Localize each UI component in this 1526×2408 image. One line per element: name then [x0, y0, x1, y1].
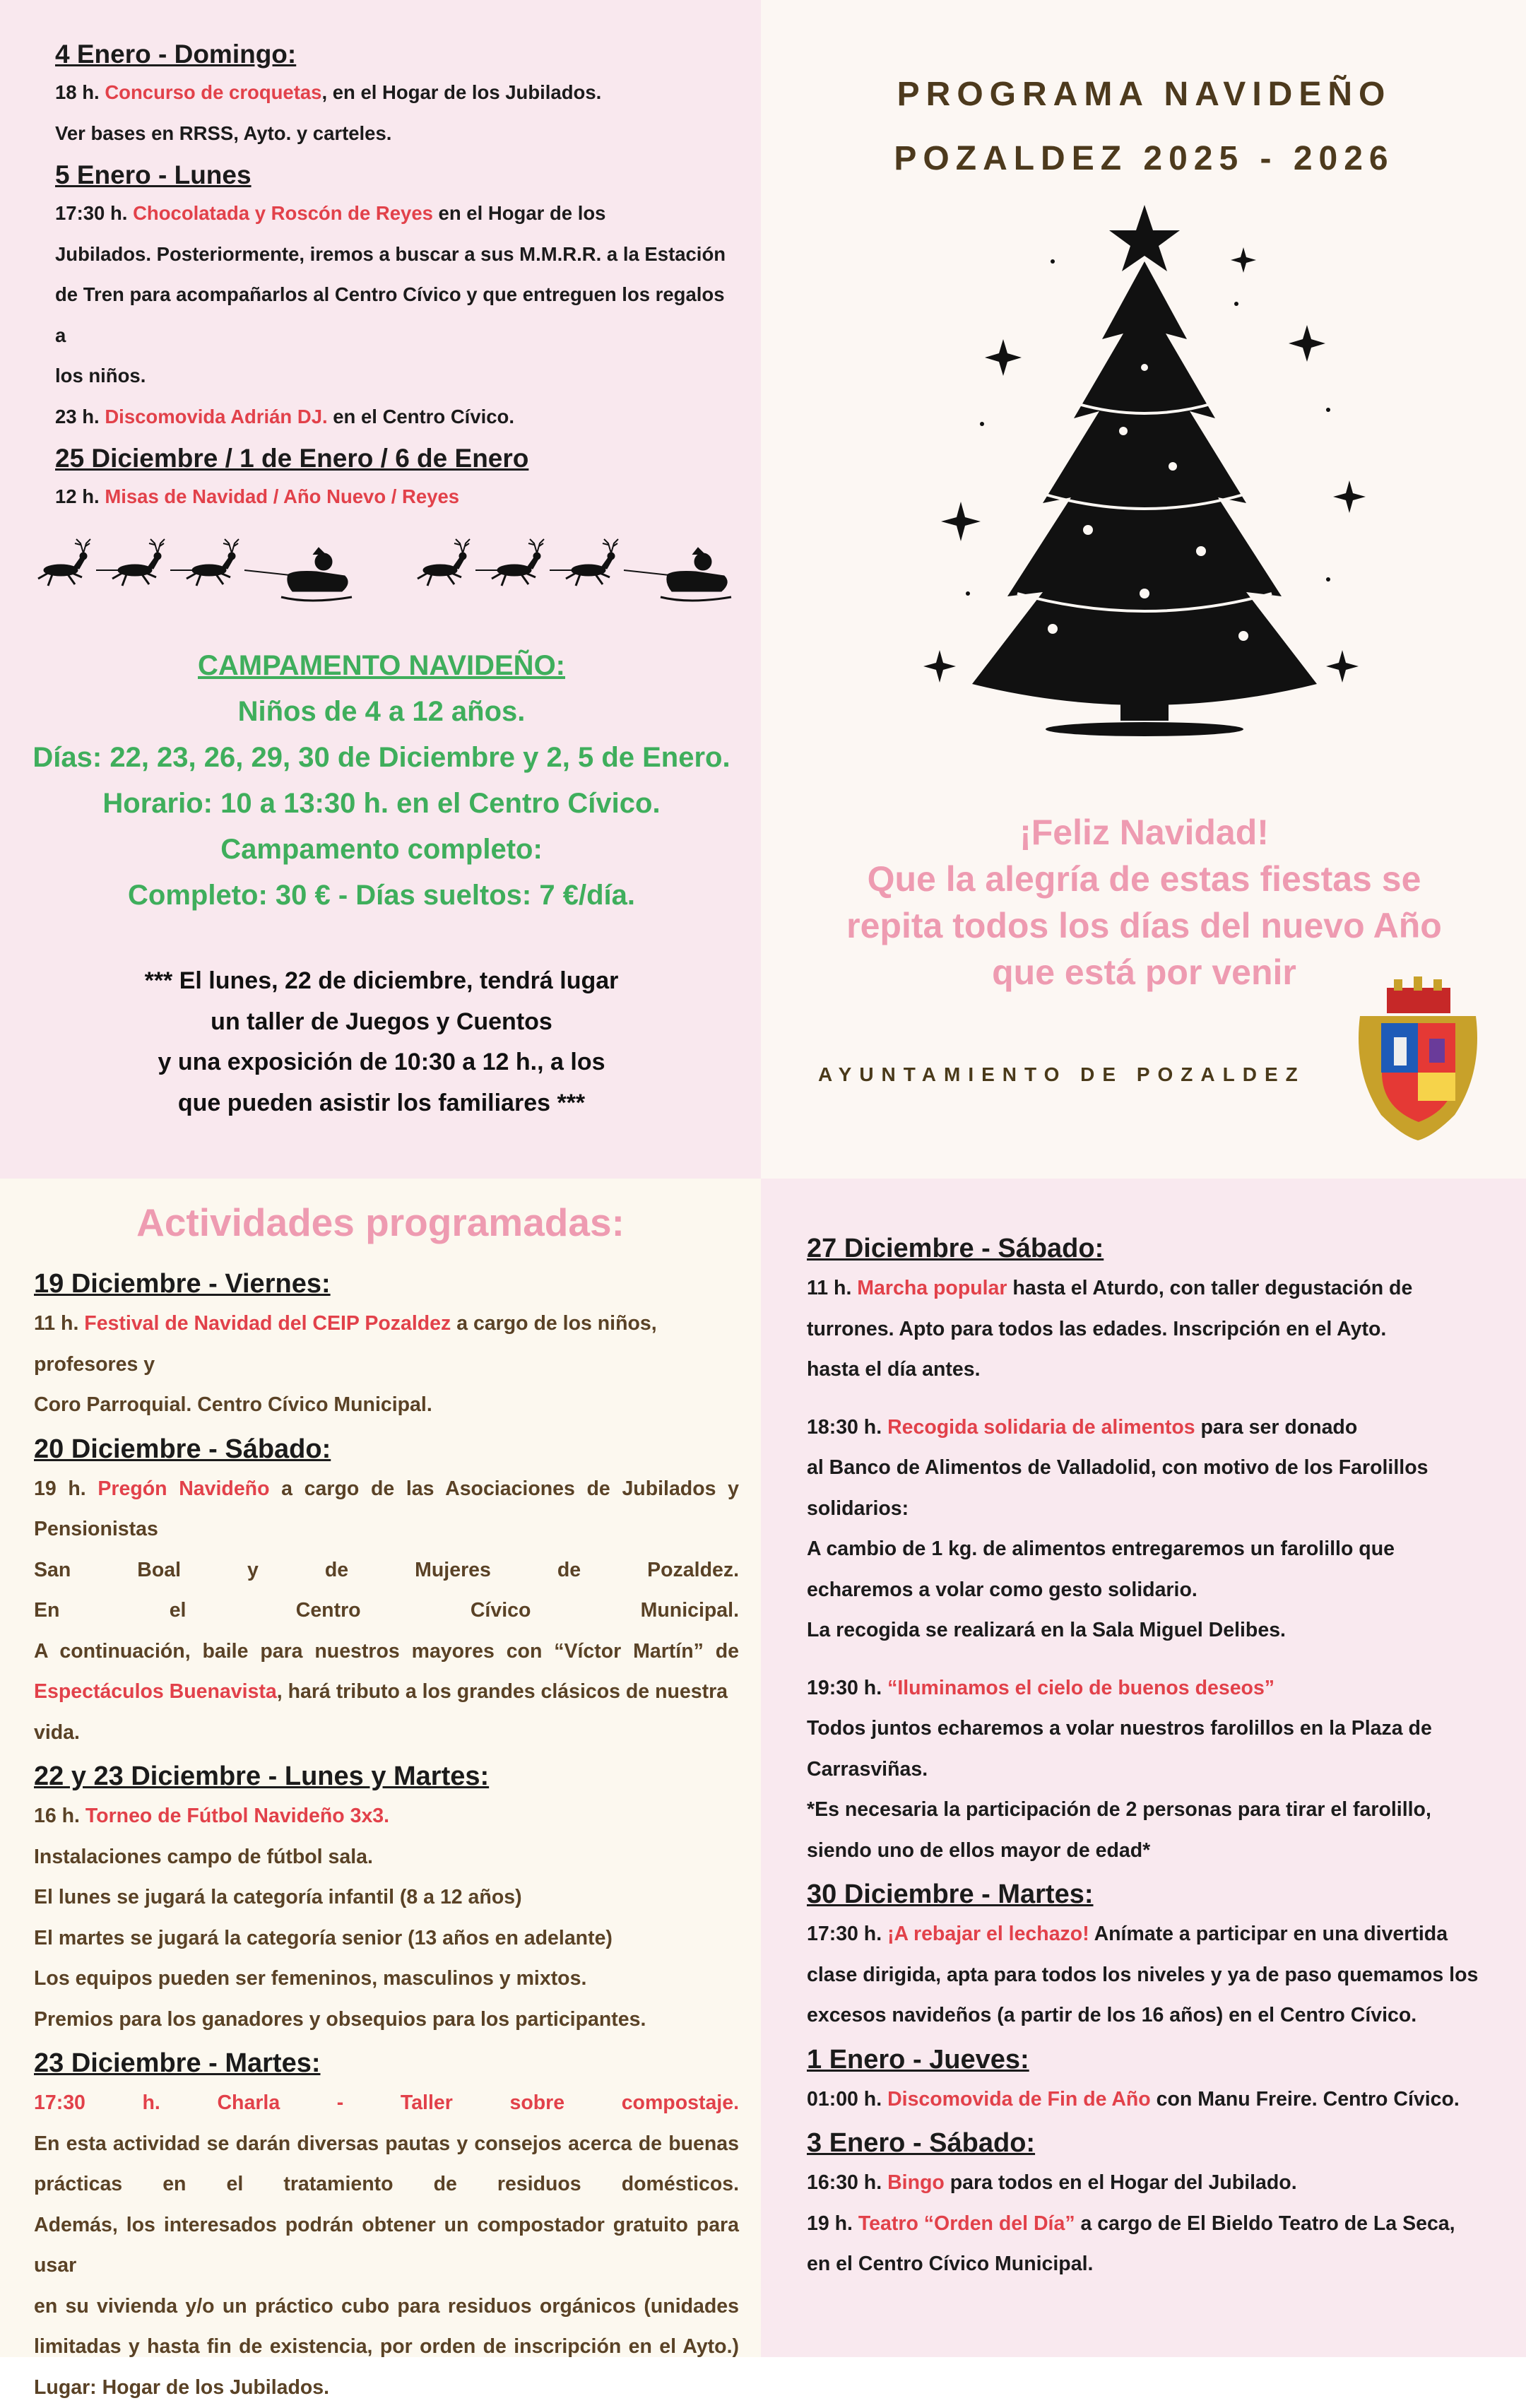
- event-line: [34, 2368, 739, 2408]
- event-text: A continuación, baile para nuestros mayores con “Víctor Martín” de: [34, 1640, 739, 1663]
- event-text: Premios para los ganadores y obsequios para los participantes.: [34, 2008, 646, 2031]
- program-title: [832, 62, 1457, 191]
- event-text: en su vivienda y/o un práctico cubo para residuos orgánicos (unidades: [34, 2295, 739, 2318]
- town-hall-name: AYUNTAMIENTO DE POZALDEZ: [818, 1063, 1334, 1086]
- event-text: hasta el día antes.: [807, 1358, 981, 1381]
- event-line: [807, 1914, 1485, 1955]
- christmas-tree-icon: [911, 198, 1378, 763]
- event-text: Todos juntos echaremos a volar nuestros farolillos en la Plaza de: [807, 1717, 1432, 1740]
- christmas-greeting: [832, 809, 1457, 996]
- event-line: [34, 1469, 739, 1550]
- event-line: [807, 2079, 1485, 2120]
- greeting-line: ¡Feliz Navidad!: [832, 809, 1457, 856]
- event-line: [807, 2163, 1485, 2204]
- event-date-heading: 30 Diciembre - Martes:: [807, 1875, 1485, 1914]
- event-text: , en el Hogar de los Jubilados.: [321, 81, 601, 103]
- event-text: limitadas y hasta fin de existencia, por orden de inscripción en el Ayto.): [34, 2335, 739, 2358]
- event-text: 17:30 h.: [807, 1923, 887, 1945]
- program-title-line: POZALDEZ 2025 - 2026: [832, 126, 1457, 191]
- event-line: [34, 2124, 739, 2165]
- event-line: [55, 476, 726, 517]
- reindeer-sleigh-icon: [34, 519, 359, 618]
- camp-line: Completo: 30 € - Días sueltos: 7 €/día.: [28, 873, 735, 919]
- event-text: excesos navideños (a partir de los 16 años) en el Centro Cívico.: [807, 2004, 1416, 2026]
- event-line: [807, 1831, 1485, 1872]
- event-text: 16:30 h.: [807, 2171, 887, 2194]
- event-line: [55, 193, 726, 234]
- event-highlight: Recogida solidaria de alimentos: [887, 1416, 1195, 1439]
- event-line: [807, 1350, 1485, 1391]
- event-line: [807, 1268, 1485, 1309]
- event-date-heading: 25 Diciembre / 1 de Enero / 6 de Enero: [55, 441, 726, 476]
- event-text: 19:30 h.: [807, 1677, 887, 1699]
- event-line: [807, 1610, 1485, 1651]
- event-text: para todos en el Hogar del Jubilado.: [945, 2171, 1297, 2194]
- event-text: En esta actividad se darán diversas pautas y consejos acerca de buenas: [34, 2132, 739, 2155]
- event-text: hasta el Aturdo, con taller degustación de: [1007, 1277, 1413, 1299]
- event-text: al Banco de Alimentos de Valladolid, con motivo de los Farolillos solidarios:: [807, 1456, 1428, 1520]
- event-text: Los equipos pueden ser femeninos, masculinos y mixtos.: [34, 1967, 586, 1990]
- camp-info: [28, 643, 735, 919]
- event-line: [807, 2244, 1485, 2285]
- event-line: [34, 1304, 739, 1385]
- event-date-heading: 19 Diciembre - Viernes:: [34, 1265, 739, 1304]
- event-line: [34, 2000, 739, 2041]
- camp-line: Campamento completo:: [28, 827, 735, 873]
- event-text: El martes se jugará la categoría senior (13 años en adelante): [34, 1927, 613, 1949]
- event-text: a cargo de El Bieldo Teatro de La Seca,: [1075, 2212, 1455, 2235]
- event-text: Jubilados. Posteriormente, iremos a buscar a sus M.M.R.R. a la Estación: [55, 243, 726, 265]
- event-highlight: Teatro “Orden del Día”: [858, 2212, 1075, 2235]
- event-line: [34, 2327, 739, 2368]
- event-text: Anímate a participar en una divertida: [1089, 1923, 1448, 1945]
- event-line: [34, 1837, 739, 1878]
- event-highlight: Chocolatada y Roscón de Reyes: [133, 202, 433, 224]
- event-line: [55, 355, 726, 396]
- event-line: [34, 1918, 739, 1959]
- event-text: La recogida se realizará en la Sala Miguel Delibes.: [807, 1619, 1286, 1641]
- workshop-line: que pueden asistir los familiares ***: [106, 1083, 657, 1124]
- event-line: [34, 1631, 739, 1672]
- event-text: turrones. Apto para todos las edades. Inscripción en el Ayto.: [807, 1318, 1386, 1340]
- event-text: en el Hogar de los: [433, 202, 606, 224]
- camp-line: Días: 22, 23, 26, 29, 30 de Diciembre y 2, 5 de Enero.: [28, 735, 735, 781]
- event-text: 18 h.: [55, 81, 105, 103]
- event-line: [807, 1790, 1485, 1831]
- event-text: El lunes se jugará la categoría infantil (8 a 12 años): [34, 1886, 522, 1908]
- event-line: [55, 113, 726, 154]
- event-highlight: Discomovida de Fin de Año: [887, 2088, 1151, 2111]
- event-line: [807, 1570, 1485, 1611]
- event-text: San Boal y de Mujeres de Pozaldez.: [34, 1559, 739, 1581]
- event-line: [34, 1385, 739, 1426]
- event-highlight: Torneo de Fútbol Navideño 3x3.: [85, 1805, 389, 1827]
- event-line: [34, 2164, 739, 2205]
- workshop-line: un taller de Juegos y Cuentos: [106, 1002, 657, 1043]
- event-line: [34, 2205, 739, 2286]
- event-line: [807, 1529, 1485, 1570]
- event-date-heading: 20 Diciembre - Sábado:: [34, 1430, 739, 1469]
- event-highlight: ¡A rebajar el lechazo!: [887, 1923, 1089, 1945]
- event-line: [34, 2083, 739, 2124]
- event-text: echaremos a volar como gesto solidario.: [807, 1578, 1197, 1601]
- greeting-line: Que la alegría de estas fiestas se: [832, 856, 1457, 902]
- event-line: [34, 1550, 739, 1591]
- event-line: [55, 274, 726, 355]
- event-line: [807, 1955, 1485, 1996]
- event-date-heading: 3 Enero - Sábado:: [807, 2124, 1485, 2163]
- event-text: 19 h.: [34, 1477, 97, 1500]
- schedule-late-december: [807, 1229, 1485, 2285]
- event-text: a cargo de las Asociaciones de Jubilados y Pensionistas: [34, 1477, 739, 1541]
- event-highlight: Discomovida Adrián DJ.: [105, 406, 327, 427]
- event-highlight: Marcha popular: [857, 1277, 1007, 1299]
- event-text: Además, los interesados podrán obtener un compostador gratuito para usar: [34, 2214, 739, 2277]
- event-text: Instalaciones campo de fútbol sala.: [34, 1846, 373, 1868]
- event-text: En el Centro Cívico Municipal.: [34, 1599, 739, 1622]
- event-text: 11 h.: [34, 1312, 84, 1335]
- event-line: [807, 1309, 1485, 1350]
- event-highlight: Concurso de croquetas: [105, 81, 321, 103]
- event-line: [34, 1959, 739, 2000]
- event-date-heading: 4 Enero - Domingo:: [55, 37, 726, 72]
- event-line: [807, 1995, 1485, 2036]
- greeting-line: repita todos los días del nuevo Año: [832, 902, 1457, 949]
- event-text: en el Centro Cívico Municipal.: [807, 2253, 1093, 2275]
- event-line: [55, 72, 726, 113]
- event-highlight: Bingo: [887, 2171, 945, 2194]
- event-highlight: 17:30 h. Charla - Taller sobre compostaje.: [34, 2091, 739, 2114]
- event-text: a cargo de los niños, profesores y: [34, 1312, 657, 1376]
- event-line: [807, 1749, 1485, 1790]
- event-text: con Manu Freire. Centro Cívico.: [1151, 2088, 1460, 2111]
- greeting-line: que está por venir: [832, 949, 1457, 996]
- event-line: [55, 234, 726, 275]
- event-text: 19 h.: [807, 2212, 858, 2235]
- event-highlight: Misas de Navidad / Año Nuevo / Reyes: [105, 485, 459, 507]
- event-highlight: Festival de Navidad del CEIP Pozaldez: [84, 1312, 451, 1335]
- event-text: 12 h.: [55, 485, 105, 507]
- camp-title: CAMPAMENTO NAVIDEÑO:: [28, 643, 735, 689]
- event-text: 11 h.: [807, 1277, 857, 1299]
- program-title-line: PROGRAMA NAVIDEÑO: [832, 62, 1457, 126]
- event-text: prácticas en el tratamiento de residuos domésticos.: [34, 2173, 739, 2195]
- event-line: [34, 1877, 739, 1918]
- event-text: *Es necesaria la participación de 2 personas para tirar el farolillo,: [807, 1798, 1431, 1821]
- event-text: 18:30 h.: [807, 1416, 887, 1439]
- schedule-january: [55, 37, 726, 517]
- event-line: [807, 1708, 1485, 1749]
- event-text: , hará tributo a los grandes clásicos de nuestra vida.: [34, 1680, 728, 1744]
- event-text: A cambio de 1 kg. de alimentos entregaremos un farolillo que: [807, 1538, 1395, 1560]
- event-text: 17:30 h.: [55, 202, 133, 224]
- workshop-note: [106, 961, 657, 1123]
- reindeer-sleigh-icon: [413, 519, 738, 618]
- event-line: [807, 2204, 1485, 2245]
- event-text: Ver bases en RRSS, Ayto. y carteles.: [55, 122, 391, 144]
- event-line: [34, 2286, 739, 2327]
- event-date-heading: 27 Diciembre - Sábado:: [807, 1229, 1485, 1268]
- event-text: para ser donado: [1195, 1416, 1358, 1439]
- event-text: Coro Parroquial. Centro Cívico Municipal.: [34, 1393, 432, 1416]
- event-line: [34, 1590, 739, 1631]
- event-line: [34, 1796, 739, 1837]
- event-date-heading: 23 Diciembre - Martes:: [34, 2044, 739, 2083]
- coat-of-arms-icon: [1353, 974, 1484, 1143]
- event-text: de Tren para acompañarlos al Centro Cívico y que entreguen los regalos a: [55, 283, 725, 346]
- event-text: clase dirigida, apta para todos los niveles y ya de paso quemamos los: [807, 1964, 1478, 1986]
- event-date-heading: 1 Enero - Jueves:: [807, 2041, 1485, 2079]
- camp-line: Niños de 4 a 12 años.: [28, 689, 735, 735]
- event-date-heading: 22 y 23 Diciembre - Lunes y Martes:: [34, 1757, 739, 1796]
- event-text: 01:00 h.: [807, 2088, 887, 2111]
- event-line: [55, 396, 726, 437]
- event-text: Lugar: Hogar de los Jubilados.: [34, 2376, 329, 2399]
- workshop-line: y una exposición de 10:30 a 12 h., a los: [106, 1042, 657, 1083]
- event-line: [807, 1448, 1485, 1529]
- event-highlight: “Iluminamos el cielo de buenos deseos”: [887, 1677, 1274, 1699]
- event-line: [807, 1407, 1485, 1448]
- event-text: los niños.: [55, 365, 146, 386]
- event-highlight: Espectáculos Buenavista: [34, 1680, 277, 1703]
- event-line: [807, 1668, 1485, 1709]
- event-line: [34, 1672, 739, 1753]
- event-text: 23 h.: [55, 406, 105, 427]
- camp-line: Horario: 10 a 13:30 h. en el Centro Cívico.: [28, 781, 735, 827]
- event-text: 16 h.: [34, 1805, 85, 1827]
- schedule-december: [34, 1265, 739, 2408]
- event-date-heading: 5 Enero - Lunes: [55, 158, 726, 193]
- event-highlight: Pregón Navideño: [97, 1477, 269, 1500]
- event-text: en el Centro Cívico.: [328, 406, 514, 427]
- workshop-line: *** El lunes, 22 de diciembre, tendrá lugar: [106, 961, 657, 1002]
- activities-heading: Actividades programadas:: [0, 1200, 761, 1245]
- event-text: siendo uno de ellos mayor de edad*: [807, 1839, 1150, 1862]
- event-text: Carrasviñas.: [807, 1758, 928, 1781]
